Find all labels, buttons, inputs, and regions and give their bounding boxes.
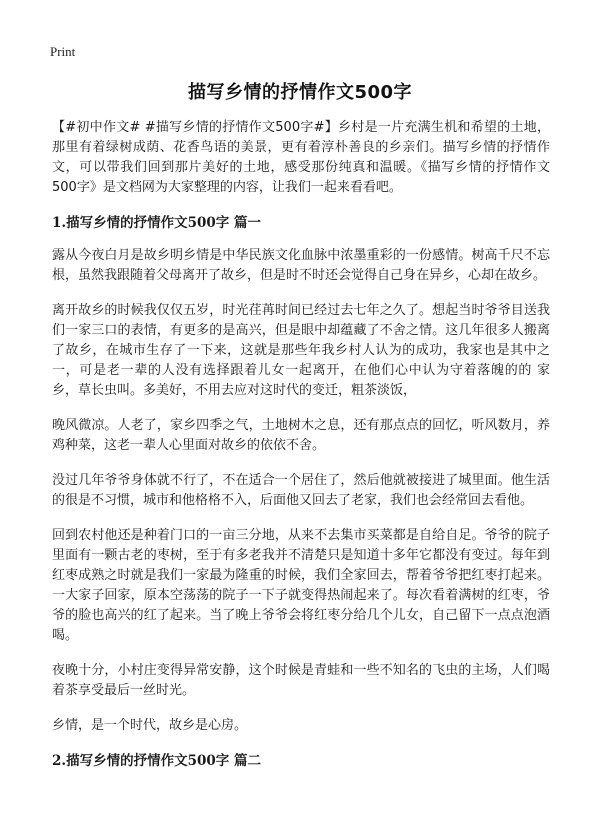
section-1-paragraph: 夜晚十分，小村庄变得异常安静，这个时候是青蛙和一些不知名的飞虫的主场，人们喝着茶享受最后一丝时光。: [52, 663, 550, 698]
print-label[interactable]: Print: [50, 44, 76, 59]
section-1-paragraph: 离开故乡的时候我仅仅五岁，时光荏苒时间已经过去七年之久了。想起当时爷爷目送我们一家三口的表情，有更多的是高兴，但是眼中却蕴藏了不舍之情。这几年很多人搬离了故乡，在城市生存了一下来，这就是那些年我乡村人认为的成功，我家也是其中之一，可是老一辈的人没有选择跟着儿女一起离开，在他们心中认为守着落魄的的 家乡，草长虫叫。多美好，不用去应对这时代的变迁，粗茶淡饭，: [52, 303, 550, 398]
intro-paragraph: 【#初中作文# #描写乡情的抒情作文500字#】乡村是一片充满生机和希望的土地，那里有着绿树成荫、花香鸟语的美景，更有着淳朴善良的乡亲们。描写乡情的抒情作文，可以带我们回到那片美好的土地，感受那份纯真和温暖。《描写乡情的抒情作文500字》是文档网为大家整理的内容，让我们一起来看看吧。: [52, 120, 550, 195]
section-1-paragraph: 没过几年爷爷身体就不行了，不在适合一个居住了，然后他就被接进了城里面。他生活的很是不习惯，城市和他格格不入，后面他又回去了老家，我们也会经常回去看他。: [52, 473, 550, 508]
page-title: 描写乡情的抒情作文500字: [187, 82, 413, 103]
section-1-paragraph: 乡情，是一个时代，故乡是心房。: [52, 718, 248, 733]
section-1-heading: 1.描写乡情的抒情作文500字 篇一: [52, 215, 261, 231]
section-1-paragraph: 回到农村他还是种着门口的一亩三分地，从来不去集市买菜都是自给自足。爷爷的院子里面有一颗古老的枣树，至于有多老我并不清楚只是知道十多年它都没有变过。每年到红枣成熟之时就是我们一家最为隆重的时候，我们全家回去，帮着爷爷把红枣打起来。一大家子回家，原本空荡荡的院子一下子就变得热闹起来了。每次看着满树的红枣，爷爷的脸也高兴的红了起来。当了晚上爷爷会将红枣分给几个儿女，自己留下一点点泡酒喝。: [52, 528, 550, 643]
section-1-paragraph: 露从今夜白月是故乡明乡情是中华民族文化血脉中浓墨重彩的一份感情。树高千尺不忘根，虽然我跟随着父母离开了故乡，但是时不时还会觉得自己身在异乡，心却在故乡。: [52, 248, 550, 283]
section-2-heading: 2.描写乡情的抒情作文500字 篇二: [52, 753, 261, 769]
article-body: [52, 118, 550, 784]
section-1-paragraph: 晚风微凉。人老了，家乡四季之气，土地树木之息，还有那点点的回忆，听风数月，养鸡种菜，这老一辈人心里面对故乡的依依不舍。: [52, 418, 550, 453]
